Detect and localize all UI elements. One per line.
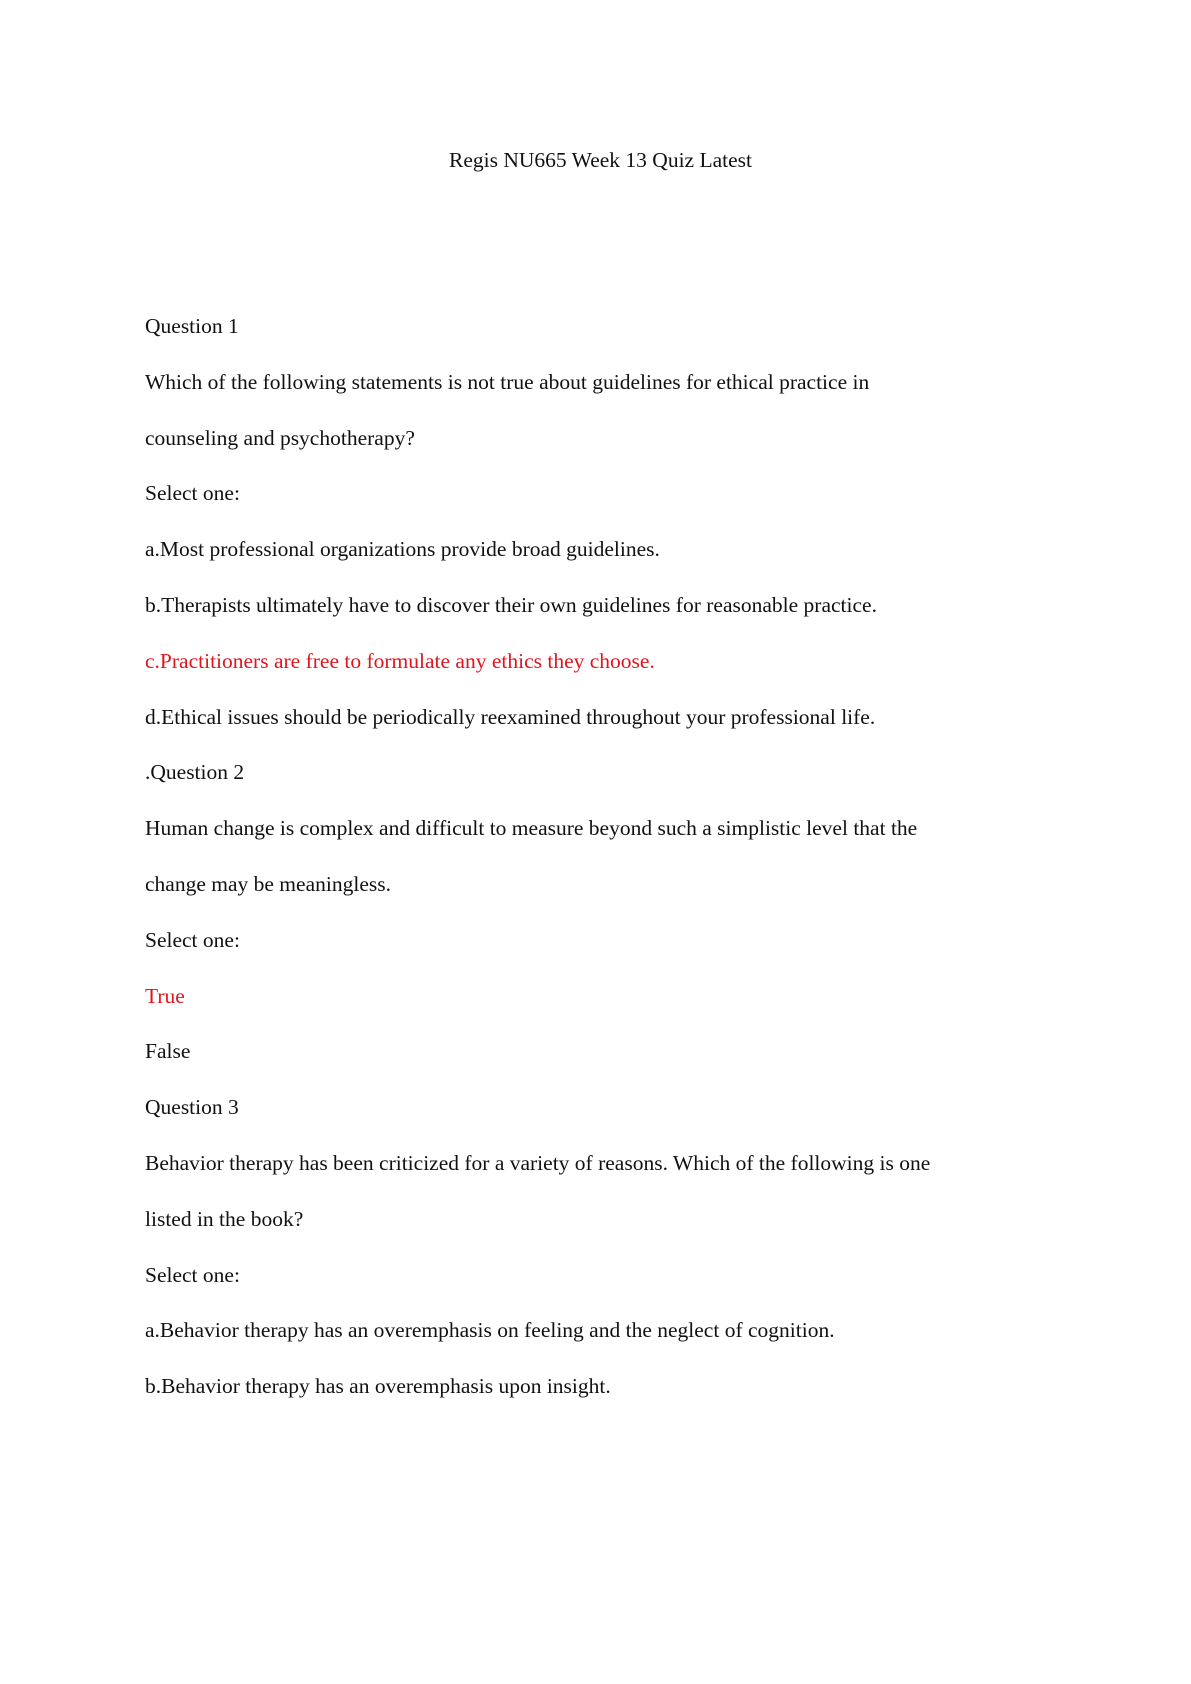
correct-answer-line: c.Practitioners are free to formulate any ethics they choose. — [145, 648, 655, 673]
text-line: False — [145, 1039, 191, 1064]
text-line: .Question 2 — [145, 760, 245, 785]
text-line: Human change is complex and difficult to measure beyond such a simplistic level that the — [145, 816, 918, 841]
text-line: a.Most professional organizations provide broad guidelines. — [145, 537, 660, 562]
text-line: listed in the book? — [145, 1206, 304, 1231]
text-line: Which of the following statements is not true about guidelines for ethical practice in — [145, 369, 870, 394]
text-line: a.Behavior therapy has an overemphasis on feeling and the neglect of cognition. — [145, 1318, 835, 1343]
text-line: counseling and psychotherapy? — [145, 425, 415, 450]
text-line: Select one: — [145, 481, 240, 506]
text-line: Select one: — [145, 1262, 240, 1287]
correct-answer-line: True — [145, 983, 185, 1008]
document-body — [145, 299, 1045, 1415]
text-line: b.Therapists ultimately have to discover their own guidelines for reasonable practice. — [145, 592, 877, 617]
document-title: Regis NU665 Week 13 Quiz Latest — [449, 148, 752, 172]
text-line: d.Ethical issues should be periodically reexamined throughout your professional life. — [145, 704, 876, 729]
text-line: Behavior therapy has been criticized for a variety of reasons. Which of the following is one — [145, 1150, 931, 1175]
text-line: Question 1 — [145, 314, 239, 338]
text-line: b.Behavior therapy has an overemphasis upon insight. — [145, 1374, 611, 1399]
text-line: Select one: — [145, 927, 240, 952]
text-line: Question 3 — [145, 1095, 239, 1120]
text-line: change may be meaningless. — [145, 871, 391, 896]
